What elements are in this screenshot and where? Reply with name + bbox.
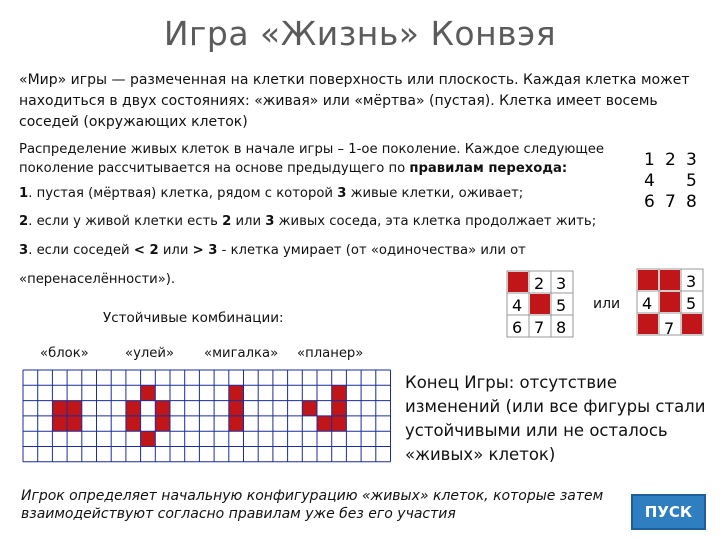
neighbor-7: 7 — [664, 319, 675, 338]
rule-2-text-b: или — [231, 214, 266, 229]
pattern-label-glider: «планер» — [297, 346, 364, 361]
alive-cell — [332, 385, 347, 400]
rule-1-text-a: . пустая (мёртвая) клетка, рядом с которой — [28, 186, 338, 201]
pattern-label-block: «блок» — [40, 346, 89, 361]
neighbor-8: 8 — [686, 192, 697, 212]
transition-text: Распределение живых клеток в начале игры – 1-ое поколение. Каждое следующее поколение рассчитывается на основе предыдущего по — [19, 142, 605, 176]
alive-cell — [332, 401, 347, 416]
neighbor-6: 6 — [512, 318, 523, 337]
alive-cell — [126, 416, 141, 431]
footer-note: Игрок определяет начальную конфигурацию «живых» клеток, которые затем взаимодействуют согласно правилам уже без его участия — [21, 488, 604, 522]
neighbors-example-a — [506, 270, 578, 338]
neighbor-5: 5 — [556, 296, 567, 315]
alive-cell — [229, 385, 244, 400]
alive-cell — [508, 272, 528, 292]
alive-cell — [638, 314, 658, 334]
rule-2 — [19, 214, 596, 229]
start-button[interactable]: ПУСК — [631, 494, 706, 530]
alive-cell — [302, 401, 317, 416]
pattern-label-hive: «улей» — [125, 346, 175, 361]
alive-cell — [229, 401, 244, 416]
neighbor-5: 5 — [686, 171, 697, 191]
rule-2-text-a: . если у живой клетки есть — [28, 214, 223, 229]
rule-3-number: 3 — [19, 243, 29, 258]
alive-cell — [530, 294, 550, 314]
neighbor-2: 2 — [534, 274, 545, 293]
intro-paragraph: «Мир» игры — размеченная на клетки поверхность или плоскость. Каждая клетка может находиться в двух состояниях: «живая» или «мёртва» (пустая). Клетка имеет восемь соседей (окружающих клеток) — [19, 72, 690, 130]
neighbor-4: 4 — [644, 171, 655, 191]
neighbor-3: 3 — [686, 272, 697, 291]
neighbors-diagram — [640, 148, 702, 214]
neighbor-1: 1 — [644, 150, 655, 170]
rule-3-cond-b: > 3 — [192, 243, 218, 258]
rule-1-count: 3 — [337, 186, 347, 201]
alive-cell — [682, 314, 702, 334]
alive-cell — [332, 416, 347, 431]
neighbor-3: 3 — [686, 150, 697, 170]
patterns-grid — [22, 369, 394, 463]
alive-cell — [126, 401, 141, 416]
alive-cell — [317, 416, 332, 431]
rule-3-text-b: или — [158, 243, 193, 258]
alive-cell — [155, 416, 170, 431]
rule-3-continued: «перенаселённости»). — [19, 272, 176, 287]
rule-2-count-b: 3 — [265, 214, 275, 229]
rule-3 — [19, 243, 526, 258]
rule-1-number: 1 — [19, 186, 29, 201]
neighbors-example-b — [636, 268, 708, 340]
rule-2-text-c: живых соседа, эта клетка продолжает жить; — [274, 214, 597, 229]
stable-combinations-label: Устойчивые комбинации: — [103, 310, 284, 326]
alive-cell — [155, 401, 170, 416]
alive-cell — [67, 401, 82, 416]
neighbor-2: 2 — [665, 150, 676, 170]
neighbor-4: 4 — [512, 296, 523, 315]
neighbor-3: 3 — [556, 274, 567, 293]
alive-cell — [52, 401, 67, 416]
alive-cell — [67, 416, 82, 431]
rule-3-cond-a: < 2 — [133, 243, 159, 258]
rule-3-text-a: . если соседей — [28, 243, 134, 258]
alive-cell — [141, 431, 156, 446]
alive-cell — [52, 416, 67, 431]
rule-1-text-b: живые клетки, оживает; — [346, 186, 524, 201]
rule-2-count-a: 2 — [222, 214, 232, 229]
transition-paragraph — [19, 140, 619, 178]
neighbor-8: 8 — [556, 318, 567, 337]
alive-cell — [660, 270, 680, 290]
neighbor-7: 7 — [534, 318, 545, 337]
alive-cell — [660, 292, 680, 312]
neighbor-7: 7 — [665, 192, 676, 212]
end-condition-text: Конец Игры: отсутствие изменений (или все фигуры стали устойчивыми или не осталось «живых» клеток) — [405, 373, 706, 464]
neighbor-5: 5 — [686, 294, 697, 313]
rule-3-text-c: - клетка умирает (от «одиночества» или от — [217, 243, 526, 258]
neighbor-6: 6 — [644, 192, 655, 212]
page-title: Игра «Жизнь» Конвэя — [163, 14, 557, 53]
alive-cell — [638, 270, 658, 290]
pattern-label-blinker: «мигалка» — [204, 346, 279, 361]
alive-cell — [229, 416, 244, 431]
alive-cell — [141, 385, 156, 400]
neighbor-4: 4 — [642, 294, 653, 313]
rule-1 — [19, 186, 523, 201]
transition-bold: правилам перехода: — [409, 161, 568, 176]
or-label: или — [593, 296, 621, 312]
rule-2-number: 2 — [19, 214, 29, 229]
